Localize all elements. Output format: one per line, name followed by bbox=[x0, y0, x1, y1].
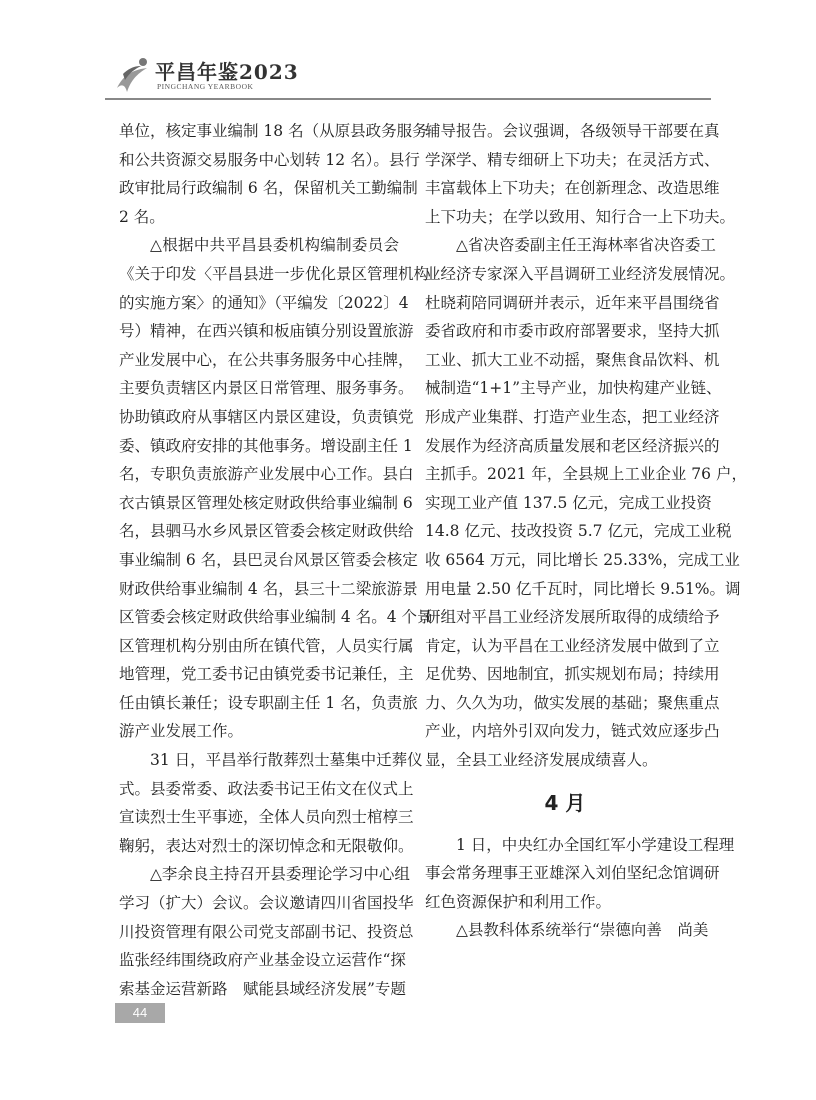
text-line: 显，全县工业经济发展成绩喜人。 bbox=[425, 751, 658, 770]
text-line: 协助镇政府从事辖区内景区建设，负责镇党 bbox=[119, 407, 414, 426]
yearbook-logo-icon bbox=[113, 54, 153, 94]
paragraph bbox=[119, 860, 414, 1003]
text-line: △省决咨委副主任王海林率省决咨委工 bbox=[456, 236, 716, 255]
text-line: 《关于印发〈平昌县进一步优化景区管理机构 bbox=[119, 264, 430, 283]
text-line: 鞠躬，表达对烈士的深切悼念和无限敬仰。 bbox=[119, 836, 414, 855]
yearbook-subtitle: PINGCHANG YEARBOOK bbox=[157, 82, 254, 91]
text-line: 研组对平昌工业经济发展所取得的成绩给予 bbox=[425, 608, 720, 627]
text-line: △根据中共平昌县委机构编制委员会 bbox=[150, 236, 399, 255]
text-line: 学习（扩大）会议。会议邀请四川省国投华 bbox=[119, 894, 414, 913]
text-line: 上下功夫；在学以致用、知行合一上下功夫。 bbox=[425, 207, 736, 226]
paragraph bbox=[119, 231, 433, 746]
text-line: 名，县驷马水乡风景区管委会核定财政供给 bbox=[119, 522, 414, 541]
text-line: 监张经纬围绕政府产业基金设立运营作“探 bbox=[119, 951, 406, 970]
text-line: 杜晓莉陪同调研并表示，近年来平昌围绕省 bbox=[425, 293, 720, 312]
text-line: 任由镇长兼任；设专职副主任 1 名，负责旅 bbox=[119, 693, 418, 712]
page-header bbox=[105, 50, 711, 100]
text-line: 用电量 2.50 亿千瓦时，同比增长 9.51%。调 bbox=[425, 579, 741, 598]
yearbook-title: 平昌年鉴2023 bbox=[155, 60, 299, 84]
text-line: 2 名。 bbox=[119, 207, 165, 226]
text-line: 名，专职负责旅游产业发展中心工作。县白 bbox=[119, 465, 414, 484]
paragraph bbox=[425, 831, 735, 917]
paragraph bbox=[119, 117, 428, 231]
text-line: 索基金运营新路 赋能县域经济发展”专题 bbox=[119, 979, 406, 998]
month-heading: 4 月 bbox=[544, 790, 586, 815]
text-line: 业经济专家深入平昌调研工业经济发展情况。 bbox=[425, 264, 736, 283]
text-line: 主要负责辖区内景区日常管理、服务事务。 bbox=[119, 379, 414, 398]
text-line: 和公共资源交易服务中心划转 12 名）。县行 bbox=[119, 150, 420, 169]
text-line: 式。县委常委、政法委书记王佑文在仪式上 bbox=[119, 779, 414, 798]
text-line: 宣读烈士生平事迹，全体人员向烈士棺椁三 bbox=[119, 808, 414, 827]
text-line: 川投资管理有限公司党支部副书记、投资总 bbox=[119, 922, 414, 941]
left-column bbox=[119, 117, 433, 1003]
text-line: 31 日，平昌举行散葬烈士墓集中迁葬仪 bbox=[150, 751, 423, 770]
text-line: 区管理机构分别由所在镇代管，人员实行属 bbox=[119, 636, 414, 655]
text-line: 足优势、因地制宜，抓实规划布局；持续用 bbox=[425, 665, 720, 684]
paragraph bbox=[425, 117, 736, 231]
text-line: 收 6564 万元，同比增长 25.33%，完成工业 bbox=[425, 550, 740, 569]
text-line: 工业、抓大工业不动摇，聚焦食品饮料、机 bbox=[425, 350, 720, 369]
text-line: 地管理，党工委书记由镇党委书记兼任，主 bbox=[119, 665, 414, 684]
text-line: 号）精神，在西兴镇和板庙镇分别设置旅游 bbox=[119, 322, 414, 341]
text-line: 财政供给事业编制 4 名，县三十二梁旅游景 bbox=[119, 579, 418, 598]
paragraph bbox=[425, 231, 747, 774]
text-line: 械制造“1+1”主导产业，加快构建产业链、 bbox=[425, 379, 722, 398]
text-line: 红色资源保护和利用工作。 bbox=[425, 892, 612, 911]
text-line: 产业发展中心，在公共事务服务中心挂牌， bbox=[119, 350, 414, 369]
text-line: 区管委会核定财政供给事业编制 4 名。4 个景 bbox=[119, 608, 433, 627]
text-line: △县教科体系统举行“崇德向善 尚美 bbox=[456, 921, 709, 940]
text-line: 肯定，认为平昌在工业经济发展中做到了立 bbox=[425, 636, 720, 655]
text-line: 委、镇政府安排的其他事务。增设副主任 1 bbox=[119, 436, 413, 455]
page-number: 44 bbox=[115, 1003, 165, 1023]
text-line: 游产业发展工作。 bbox=[119, 722, 244, 741]
text-line: 1 日，中央红办全国红军小学建设工程理 bbox=[456, 835, 735, 854]
text-line: 委省政府和市委市政府部署要求，坚持大抓 bbox=[425, 322, 720, 341]
paragraph bbox=[119, 746, 423, 860]
right-column bbox=[425, 117, 747, 945]
text-line: 学深学、精专细研上下功夫；在灵活方式、 bbox=[425, 150, 720, 169]
paragraph bbox=[425, 916, 709, 945]
text-line: 形成产业集群、打造产业生态，把工业经济 bbox=[425, 407, 720, 426]
text-line: 事会常务理事王亚雄深入刘伯坚纪念馆调研 bbox=[425, 864, 720, 883]
text-line: △李余良主持召开县委理论学习中心组 bbox=[150, 865, 410, 884]
text-line: 实现工业产值 137.5 亿元，完成工业投资 bbox=[425, 493, 712, 512]
text-line: 产业，内培外引双向发力，链式效应逐步凸 bbox=[425, 722, 720, 741]
text-line: 衣古镇景区管理处核定财政供给事业编制 6 bbox=[119, 493, 413, 512]
text-line: 辅导报告。会议强调，各级领导干部要在真 bbox=[425, 122, 720, 140]
text-line: 力、久久为功，做实发展的基础；聚焦重点 bbox=[425, 693, 720, 712]
text-line: 的实施方案〉的通知》（平编发〔2022〕4 bbox=[119, 293, 409, 312]
text-line: 政审批局行政编制 6 名，保留机关工勤编制 bbox=[119, 179, 418, 198]
text-line: 发展作为经济高质量发展和老区经济振兴的 bbox=[425, 436, 720, 455]
text-line: 主抓手。2021 年，全县规上工业企业 76 户， bbox=[425, 465, 747, 484]
text-line: 事业编制 6 名，县巴灵台风景区管委会核定 bbox=[119, 550, 418, 569]
text-line: 单位，核定事业编制 18 名（从原县政务服务 bbox=[119, 122, 428, 140]
text-line: 14.8 亿元、技改投资 5.7 亿元，完成工业税 bbox=[425, 522, 732, 541]
text-line: 丰富载体上下功夫；在创新理念、改造思维 bbox=[425, 179, 720, 198]
